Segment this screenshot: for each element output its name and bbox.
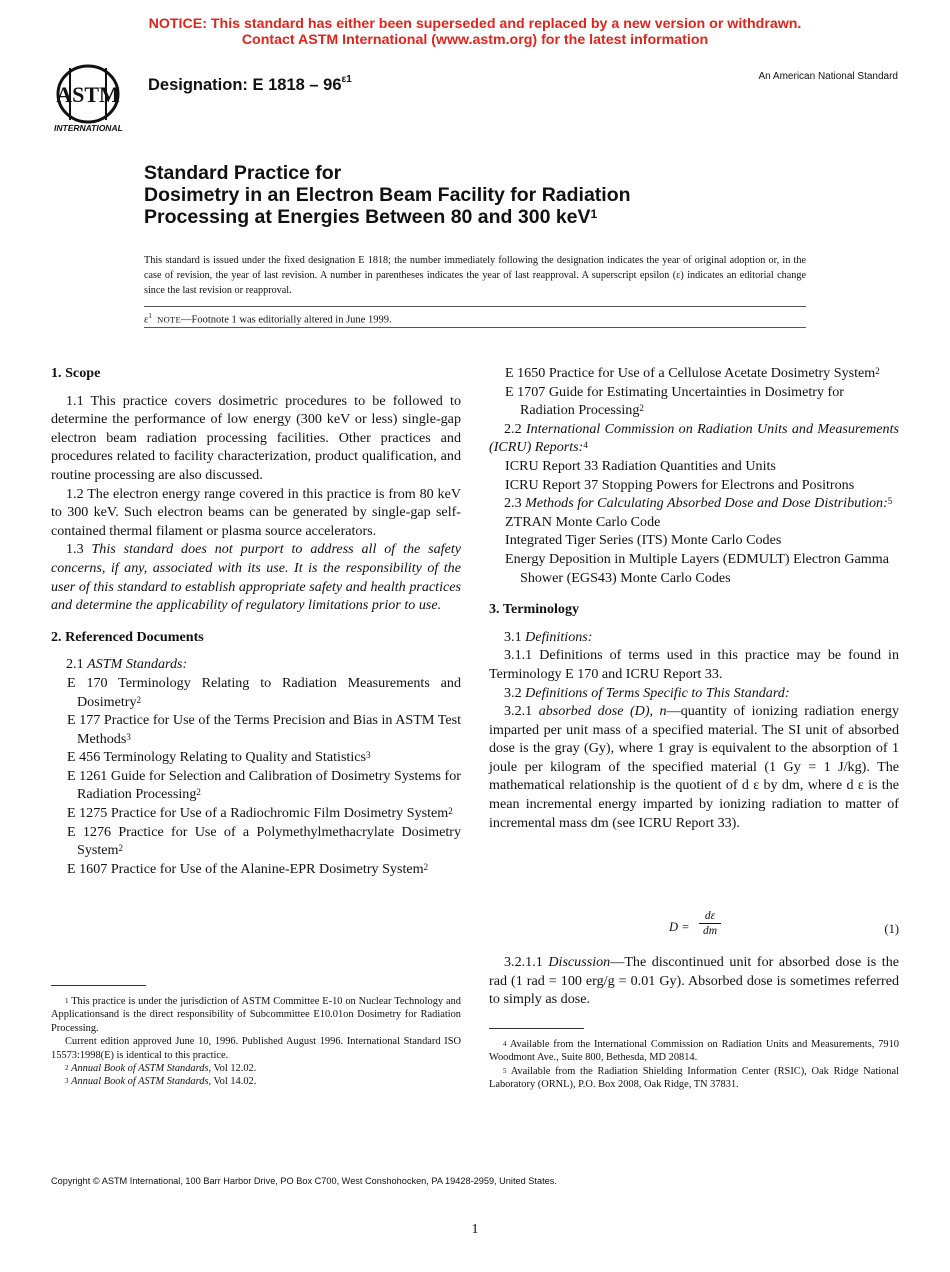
scope-1-3: [51, 540, 461, 614]
withdrawal-notice: [0, 16, 950, 48]
title-line-1: Standard Practice for: [144, 162, 342, 184]
ref-item: E 1276 Practice for Use of a Polymethylmethacrylate Dosimetry System$^2$: [67, 823, 461, 859]
copyright: Copyright © ASTM International, 100 Barr Harbor Drive, PO Box C700, West Conshohocken, PA 19428-2959, United States.: [51, 1176, 557, 1186]
ref-item: E 170 Terminology Relating to Radiation Measurements and Dosimetry$^2$: [67, 674, 461, 710]
logo-letters: ASTM: [56, 82, 120, 107]
ref-item: E 1650 Practice for Use of a Cellulose Acetate Dosimetry System$^2$: [505, 365, 880, 381]
terminology-3-2: 3.2 Definitions of Terms Specific to This Standard:: [504, 684, 790, 701]
equation-denominator: dm: [702, 925, 718, 937]
scope-heading: 1. Scope: [51, 365, 101, 381]
equation-fraction: [699, 910, 721, 937]
designation: [148, 76, 352, 95]
terminology-heading: 3. Terminology: [489, 601, 580, 618]
page-number: 1: [471, 1222, 479, 1237]
footnote-rule-right: [489, 1028, 584, 1029]
designation-text: Designation: E 1818 – 96: [148, 76, 342, 94]
method-item: Energy Deposition in Multiple Layers (EDMULT) Electron Gamma Shower (EGS43) Monte Carlo Codes: [505, 550, 889, 586]
footnote-1b: Current edition approved June 10, 1996. Published August 1996. International Standard ISO 15573:1998(E) is identical to this practice.: [51, 1036, 461, 1061]
footnote-3: $^3$ Annual Book of ASTM Standards, Vol 14.02.: [65, 1076, 257, 1088]
designation-epsilon: ε1: [341, 74, 352, 85]
refdocs-2-2: 2.2 International Commission on Radiation Units and Measurements (ICRU) Reports:$^4$: [489, 420, 900, 456]
method-item: Integrated Tiger Series (ITS) Monte Carlo Codes: [505, 532, 782, 549]
ref-item: E 177 Practice for Use of the Terms Precision and Bias in ASTM Test Methods$^3$: [67, 712, 461, 747]
right-column: [489, 364, 899, 832]
equation-numerator: dε: [704, 910, 716, 922]
note-label: NOTE: [157, 314, 182, 325]
refdocs-heading: 2. Referenced Documents: [51, 628, 204, 645]
note-epsilon-sup: 1: [148, 312, 152, 320]
title-line-3-text: Processing at Energies Between 80 and 300 keV: [144, 206, 591, 228]
notice-line-2: Contact ASTM International (www.astm.org) for the latest information: [241, 32, 709, 48]
logo-subtext: INTERNATIONAL: [54, 123, 123, 133]
title-line-2: Dosimetry in an Electron Beam Facility for Radiation: [144, 184, 631, 206]
footnote-2: $^2$ Annual Book of ASTM Standards, Vol 12.02.: [65, 1063, 257, 1075]
note-text: —Footnote 1 was editorially altered in June 1999.: [181, 314, 392, 326]
notice-line-1: NOTICE: This standard has either been superseded and replaced by a new version or withdrawn.: [148, 16, 802, 32]
equation-1: [489, 910, 899, 944]
note-epsilon: ε: [144, 314, 149, 326]
left-column: [51, 364, 461, 878]
footnote-5: $^5$ Available from the Radiation Shielding Information Center (RSIC), Oak Ridge National Laboratory (ORNL), P.O. Box 2008, Oak Ridge, TN 37831.: [489, 1065, 899, 1091]
terminology-3-1: 3.1 Definitions:: [504, 628, 593, 645]
footnote-rule-left: [51, 985, 146, 986]
terminology-3-1-1: 3.1.1 Definitions of terms used in this practice may be found in Terminology E 170 and ICRU Report 33.: [489, 647, 899, 682]
preamble: This standard is issued under the fixed designation E 1818; the number immediately following the designation indicates the year of original adoption or, in the case of revision, the year of last revision. A number in parentheses indicates the year of last reapproval. A superscript epsilon (ε) indicates an editorial change since the last revision or reapproval.: [144, 255, 806, 296]
ref-item: E 1275 Practice for Use of a Radiochromic Film Dosimetry System$^2$: [67, 805, 453, 822]
document-title: [144, 162, 864, 228]
astm-logo: [50, 60, 136, 136]
ref-item: E 1707 Guide for Estimating Uncertainties in Dosimetry for Radiation Processing$^2$: [505, 383, 844, 419]
method-item: ZTRAN Monte Carlo Code: [505, 513, 661, 530]
refdocs-2-3: 2.3 Methods for Calculating Absorbed Dose and Dose Distribution:$^5$: [504, 495, 893, 512]
terminology-3-2-1: 3.2.1 absorbed dose (D), n—quantity of ionizing radiation energy imparted per unit mass of a specified material. The SI unit of absorbed dose is the gray (Gy), where 1 gray is equivalent to the absorption of 1 joule per kilogram of the specified material (1 Gy = 1 J/kg). The mathematical relationship is the quotient of d ε by dm, where d ε is the mean incremental energy imparted by ionizing radiation to matter of incremental mass dm (see ICRU Report 33).: [489, 703, 899, 831]
ref-item: E 456 Terminology Relating to Quality and Statistics$^3$: [67, 749, 371, 766]
refdocs-2-1: [51, 655, 461, 674]
title-footnote-mark: 1: [590, 207, 598, 221]
divider-bottom: [144, 327, 806, 328]
footnote-4: $^4$ Available from the International Commission on Radiation Units and Measurements, 7910 Woodmont Ave., Suite 800, Bethesda, MD 20814.: [489, 1039, 899, 1064]
scope-1-2: 1.2 The electron energy range covered in this practice is from 80 keV to 300 keV. Such electron beams can be generated by single-gap self-contained thermal filament or plasma source accelerators.: [51, 485, 461, 539]
terminology-3-2-1-1: 3.2.1.1 Discussion—The discontinued unit for absorbed dose is the rad (1 rad = 100 erg/g = 0.01 Gy). Absorbed dose is sometimes referred to simply as dose.: [489, 954, 899, 1008]
scope-1-3-text: This standard does not purport to address all of the safety concerns, if any, associated with its use. It is the responsibility of the user of this standard to establish appropriate safety and health practices and determine the applicability of regulatory limitations prior to use.: [51, 541, 461, 614]
icru-item: ICRU Report 37 Stopping Powers for Electrons and Positrons: [505, 476, 855, 493]
footnote-1: $^1$ This practice is under the jurisdiction of ASTM Committee E-10 on Nuclear Technology and Applicationsand is the direct responsibility of Subcommittee E10.01on Dosimetry for Radiation Processing.: [51, 996, 461, 1034]
equation-lhs: D =: [669, 920, 690, 934]
scope-1-3-num: 1.3: [66, 541, 92, 558]
editorial-note: [144, 312, 392, 326]
american-national-standard: An American National Standard: [758, 71, 898, 82]
refdocs-2-1-title: ASTM Standards:: [87, 656, 188, 673]
footnotes-right: [489, 1038, 899, 1092]
refdocs-2-1-num: 2.1: [66, 656, 88, 673]
divider-top: [144, 306, 806, 307]
icru-item: ICRU Report 33 Radiation Quantities and Units: [505, 457, 776, 474]
equation-number: (1): [884, 922, 899, 936]
scope-1-1: 1.1 This practice covers dosimetric procedures to be followed to determine the performance of low energy (300 keV or less) single-gap electron beam radiation processing facilities. Other practices and procedures related to facility characterization, product qualification, and routine processing are also discussed.: [51, 392, 461, 483]
ref-item: E 1607 Practice for Use of the Alanine-EPR Dosimetry System$^2$: [67, 860, 429, 877]
title-line-3: [144, 206, 864, 228]
ref-item: E 1261 Guide for Selection and Calibration of Dosimetry Systems for Radiation Processing$^2$: [67, 767, 461, 803]
footnotes-left: [51, 995, 461, 1089]
